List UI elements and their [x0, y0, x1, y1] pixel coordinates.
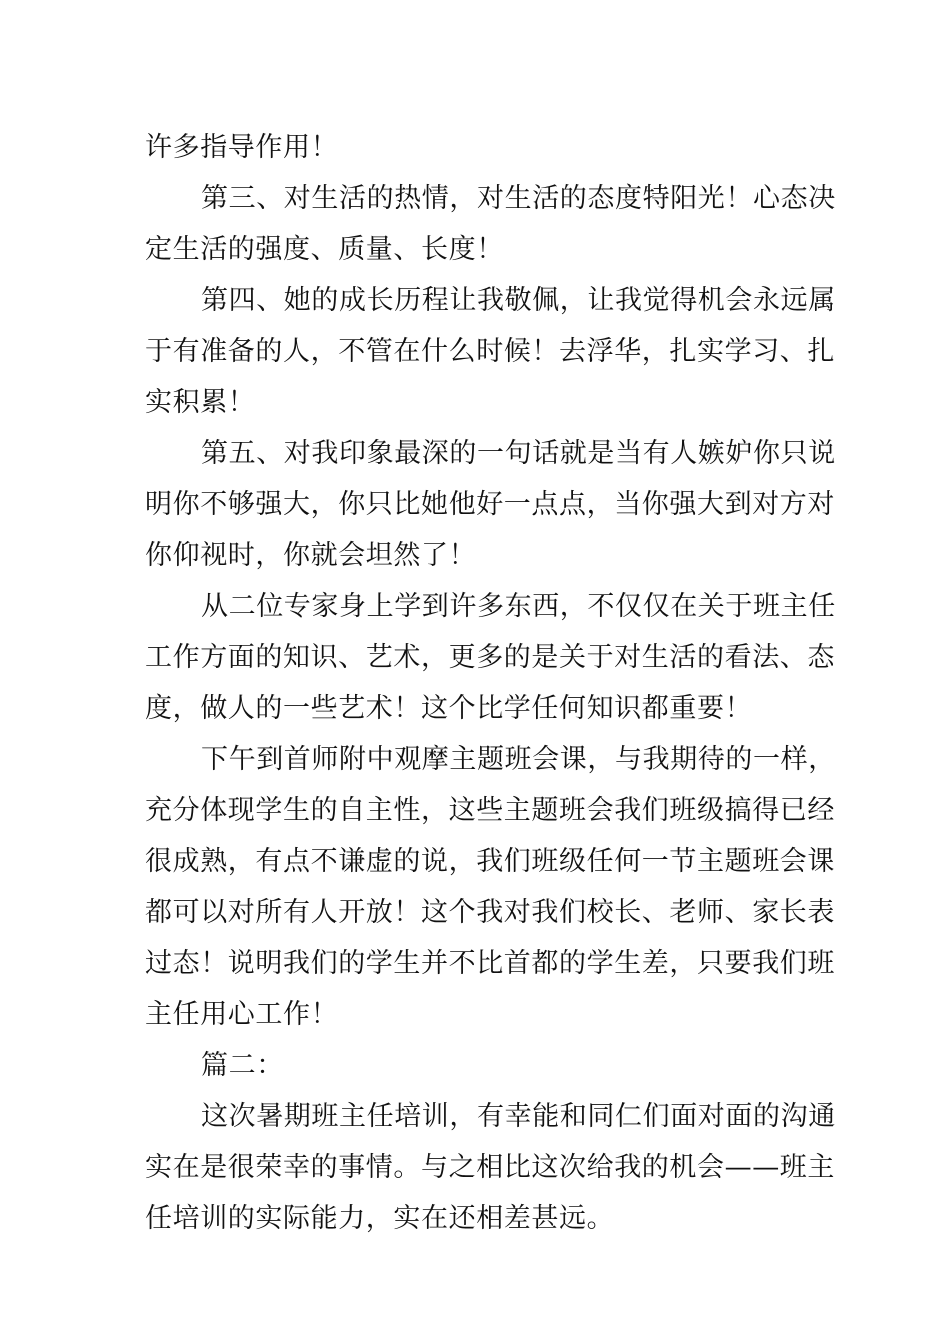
paragraph [145, 173, 836, 275]
text-line: 度，做人的一些艺术！这个比学任何知识都重要！ [145, 693, 753, 724]
document-body [145, 122, 836, 1244]
text-line: 实在是很荣幸的事情。与之相比这次给我的机会——班主 [145, 1152, 835, 1183]
text-line: 主任用心工作！ [145, 999, 339, 1030]
text-line: 很成熟，有点不谦虚的说，我们班级任何一节主题班会课 [145, 846, 835, 877]
text-line: 第五、对我印象最深的一句话就是当有人嫉妒你只说 [201, 438, 836, 469]
text-line: 于有准备的人，不管在什么时候！去浮华，扎实学习、扎 [145, 336, 835, 367]
text-line: 你仰视时，你就会坦然了！ [145, 540, 477, 571]
text-line: 明你不够强大，你只比她他好一点点，当你强大到对方对 [145, 489, 835, 520]
paragraph [145, 122, 808, 173]
text-line: 这次暑期班主任培训，有幸能和同仁们面对面的沟通 [201, 1101, 836, 1132]
text-line: 工作方面的知识、艺术，更多的是关于对生活的看法、态 [145, 642, 835, 673]
text-line: 许多指导作用！ [145, 132, 339, 163]
text-line: 下午到首师附中观摩主题班会课，与我期待的一样， [201, 744, 836, 775]
text-line: 第四、她的成长历程让我敬佩，让我觉得机会永远属 [201, 285, 836, 316]
paragraph [145, 1040, 808, 1091]
paragraph [145, 581, 836, 734]
text-line: 充分体现学生的自主性，这些主题班会我们班级搞得已经 [145, 795, 835, 826]
paragraph [145, 734, 836, 1040]
text-line: 都可以对所有人开放！这个我对我们校长、老师、家长表 [145, 897, 835, 928]
text-line: 实积累！ [145, 387, 256, 418]
text-line: 篇二： [201, 1050, 284, 1081]
paragraph [145, 1091, 836, 1244]
text-line: 从二位专家身上学到许多东西，不仅仅在关于班主任 [201, 591, 836, 622]
paragraph [145, 275, 836, 428]
text-line: 任培训的实际能力，实在还相差甚远。 [145, 1203, 615, 1234]
text-line: 定生活的强度、质量、长度！ [145, 234, 504, 265]
paragraph [145, 428, 836, 581]
text-line: 第三、对生活的热情，对生活的态度特阳光！心态决 [201, 183, 836, 214]
text-line: 过态！说明我们的学生并不比首都的学生差，只要我们班 [145, 948, 835, 979]
